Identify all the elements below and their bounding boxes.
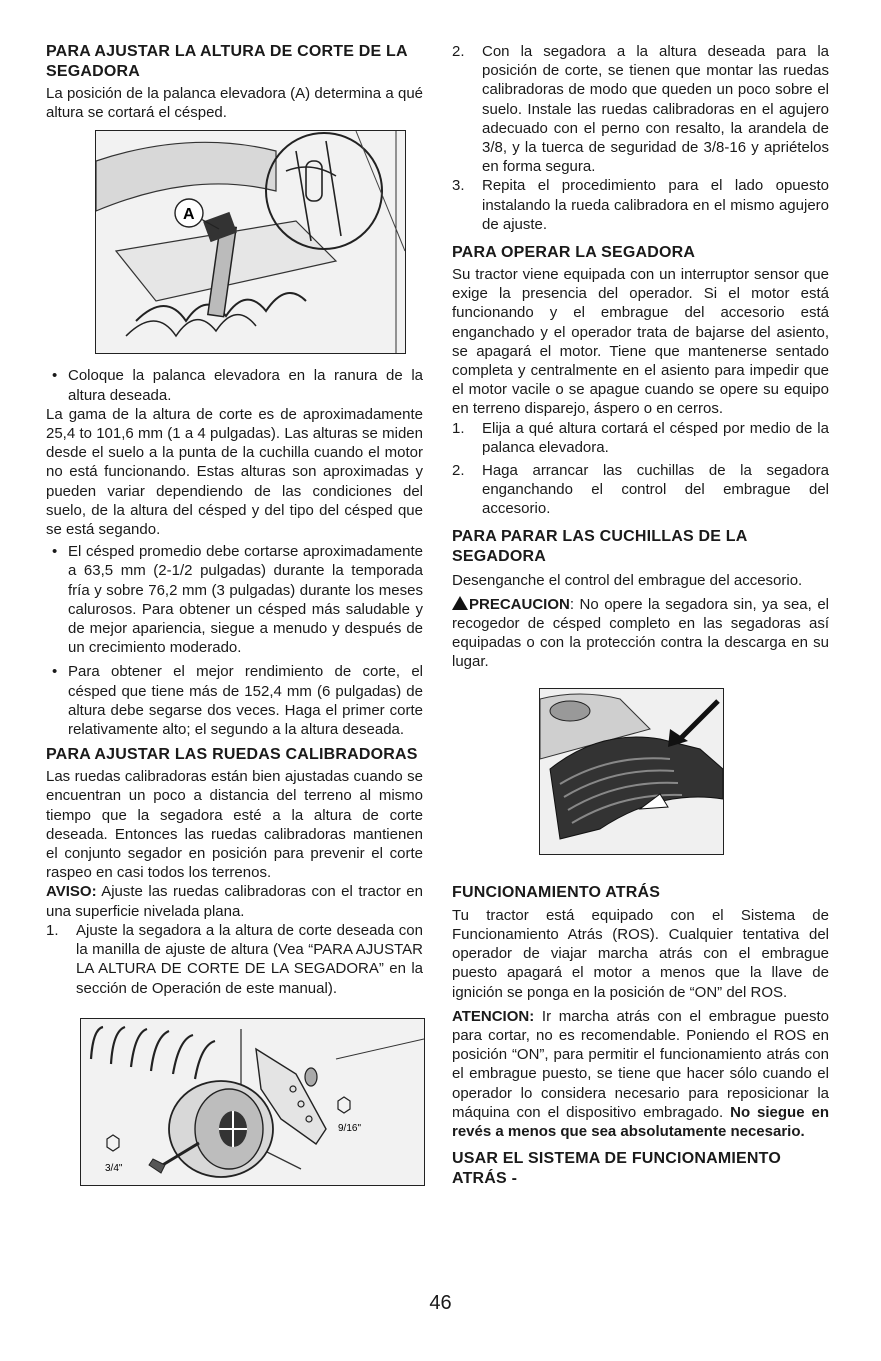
- heading-reverse: FUNCIONAMIENTO ATRÁS: [452, 883, 661, 901]
- bullet-average-height: • El césped promedio debe cortarse aproximadamente a 63,5 mm (2-1/2 pulgadas) durante la temporada fría y sobre 76,2 mm (3 pulgadas) durante los meses calurosos. Para obtener un césped más saludable y de mejor apariencia, siegue a menudo y después de un crecimiento moderado.: [46, 542, 423, 657]
- fig2-label-3-4: 3/4": [105, 1162, 123, 1174]
- page-number: 46: [429, 1292, 452, 1314]
- paragraph-atencion: [452, 1007, 829, 1141]
- operate-step-1-number: 1.: [452, 419, 465, 437]
- aviso-text: Ajuste las ruedas calibradoras con el tractor en una superficie nivelada plana.: [46, 883, 423, 920]
- step-2-number: 2.: [452, 43, 465, 60]
- operate-step-1-text: Elija a qué altura cortará el césped por medio de la palanca elevadora.: [482, 419, 829, 456]
- paragraph-operator-sensor: Su tractor viene equipada con un interruptor sensor que exige la presencia del operador. Si el motor está funcionando y el embrague del accesorio está enganchado y el operador trata de bajarse del asiento, se apagará el motor. Tiene que mantenerse sentado completa y centralmente en el asiento para impedir que el motor vacile o se apague cuando se opere su equipo en terreno disparejo, áspero o en cerros.: [452, 266, 829, 418]
- fig1-callout-a: A: [183, 206, 195, 224]
- heading-operate-mower: PARA OPERAR LA SEGADORA: [452, 244, 696, 262]
- step-3-number: 3.: [452, 177, 465, 195]
- step-3-text: Repita el procedimiento para el lado opuesto instalando la rueda calibradora en el mismo agujero de ajuste.: [482, 177, 829, 233]
- paragraph-aviso: [46, 882, 423, 920]
- operate-step-1: [452, 419, 829, 457]
- heading-cutting-height: PARA AJUSTAR LA ALTURA DE CORTE DE LA SEGADORA: [46, 43, 408, 80]
- operate-step-2-number: 2.: [452, 462, 465, 480]
- step-2: [452, 42, 829, 176]
- warning-triangle-icon: [452, 596, 468, 610]
- atencion-label: ATENCION:: [452, 1007, 535, 1025]
- left-column: [46, 42, 423, 1186]
- operate-step-2-text: Haga arrancar las cuchillas de la segadora enganchando el control del embrague del accesorio.: [482, 462, 829, 518]
- atencion-text: Ir marcha atrás con el embrague puesto para cortar, no es recomendable. Poniendo el ROS en posición “ON”, para permitir el funcionamiento atrás con el embrague puesto, se tiene que hacer sólo cuando el operador lo considera necesario para reposicionar la máquina con el dispositivo embragado.: [452, 1007, 829, 1121]
- figure-lift-lever: [95, 130, 406, 354]
- step-1: [46, 921, 423, 998]
- precaution-text: : No opere la segadora sin, ya sea, el recogedor de césped completo en las segadoras así equipadas o con la protección contra la descarga en su lugar.: [452, 595, 829, 671]
- bullet-best-performance: • Para obtener el mejor rendimiento de corte, el césped que tiene más de 152,4 mm (6 pulgadas) de altura debe segarse dos veces. Haga el primer corte relativamente alto; el segundo a la altura deseada.: [46, 662, 423, 739]
- heading-gauge-wheels: PARA AJUSTAR LAS RUEDAS CALIBRADORAS: [46, 746, 418, 764]
- paragraph-height-range: La gama de la altura de corte es de aproximadamente 25,4 to 101,6 mm (1 a 4 pulgadas). Las alturas se miden desde el suelo a la punta de la cuchilla cuando el motor no está funcionando. Estas alturas son aproximadas y pueden variar dependiendo de las condiciones del suelo, de la altura del césped y del tipo del césped que se está segando.: [46, 405, 423, 539]
- figure-discharge-chute: [539, 688, 724, 855]
- bullet-place-lever: • Coloque la palanca elevadora en la ranura de la altura deseada.: [46, 366, 423, 404]
- figure-gauge-wheel: [80, 1018, 425, 1186]
- paragraph-ros: Tu tractor está equipado con el Sistema de Funcionamiento Atrás (ROS). Cualquier tentativa del operador de viajar marcha atrás con el embrague puesto apagará el motor a menos que la llave de ignición se ponga en la posición de “ON” del ROS.: [452, 906, 829, 1001]
- paragraph-disengage: Desenganche el control del embrague del accesorio.: [452, 571, 803, 589]
- gauge-wheel-illustration: [81, 1019, 424, 1185]
- step-1-text: Ajuste la segadora a la altura de corte deseada con la manilla de ajuste de altura (Vea “PARA AJUSTAR LA ALTURA DE CORTE DE LA SEGADORA” en la sección de Operación de este manual).: [76, 921, 423, 997]
- step-1-number: 1.: [46, 921, 59, 939]
- discharge-chute-illustration: [540, 689, 723, 854]
- step-3: [452, 176, 829, 234]
- heading-stop-blades: PARA PARAR LAS CUCHILLAS DE LA SEGADORA: [452, 527, 747, 565]
- paragraph-lift-lever: La posición de la palanca elevadora (A) determina a qué altura se cortará el césped.: [46, 85, 423, 122]
- fig2-label-9-16: 9/16": [338, 1122, 362, 1134]
- aviso-label: AVISO:: [46, 883, 97, 901]
- heading-use-reverse: USAR EL SISTEMA DE FUNCIONAMIENTO ATRÁS -: [452, 1150, 781, 1188]
- paragraph-precaution: [452, 595, 829, 672]
- paragraph-gauge-wheels: Las ruedas calibradoras están bien ajustadas cuando se encuentran un poco a distancia del terreno al mismo tiempo que la segadora esté a la altura de corte deseada. Entonces las ruedas calibradoras mantienen el conjunto segador en posición para prevenir el corte raspeo en casi todos los terrenos.: [46, 768, 423, 882]
- operate-step-2: [452, 461, 829, 519]
- step-2-text: Con la segadora a la altura deseada para la posición de corte, se tienen que montar las ruedas calibradoras de modo que queden un poco sobre el suelo. Instale las ruedas calibradoras en el agujero adecuado con el perno con resalto, la arandela de 3/8, y la tuerca de seguridad de 3/8-16 y apriételos en forma segura.: [482, 43, 829, 176]
- lift-lever-illustration: [96, 131, 405, 353]
- atencion-bold-text: No siegue en revés a menos que sea absolutamente necesario.: [452, 1103, 829, 1140]
- right-column: [452, 42, 829, 1191]
- precaution-label: PRECAUCION: [469, 595, 570, 613]
